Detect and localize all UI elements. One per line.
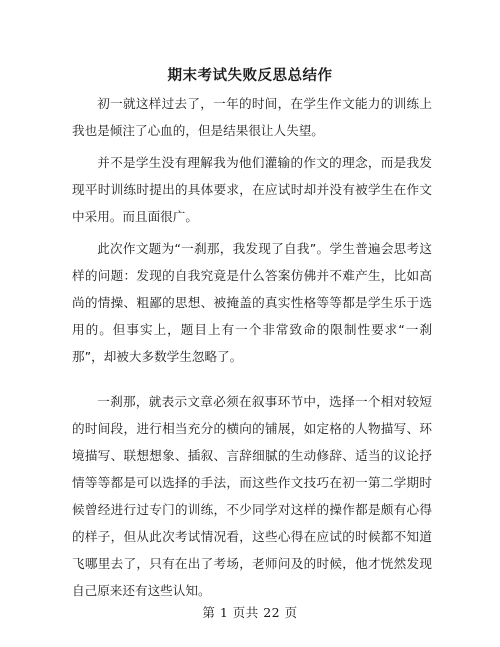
paragraph-2: 并不是学生没有理解我为他们灌输的作文的理念，而是我发现平时训练时提出的具体要求，在应试时却并没有被学生在作文中采用。而且面很广。 bbox=[72, 155, 432, 224]
page-number-footer: 第 1 页共 22 页 bbox=[202, 605, 298, 620]
paragraph-1: 初一就这样过去了，一年的时间，在学生作文能力的训练上我也是倾注了心血的，但是结果很让人失望。 bbox=[72, 96, 432, 138]
paragraph-4: 一刹那，就表示文章必须在叙事环节中，选择一个相对较短的时间段，进行相当充分的横向的铺展，如定格的人物描写、环境描写、联想想象、插叙、言辞细腻的生动修辞、适当的议论抒情等等都是可以选择的手法，而这些作文技巧在初一第二学期时候曾经进行过专门的训练，不少同学对这样的操作都是颇有心得的样子，但从此次考试情况看，这些心得在应试的时候都不知道飞哪里去了，只有在出了考场，老师问及的时候，他才恍然发现自己原来还有这些认知。 bbox=[72, 394, 432, 598]
document-title: 期末考试失败反思总结作 bbox=[167, 68, 333, 84]
paragraph-3: 此次作文题为“一刹那，我发现了自我”。学生普遍会思考这样的问题：发现的自我究竟是什么答案仿佛并不难产生，比如高尚的情操、粗鄙的思想、被掩盖的真实性格等等都是学生乐于选用的。但事实上，题目上有一个非常致命的限制性要求“一刹那”，却被大多数学生忽略了。 bbox=[72, 241, 432, 364]
